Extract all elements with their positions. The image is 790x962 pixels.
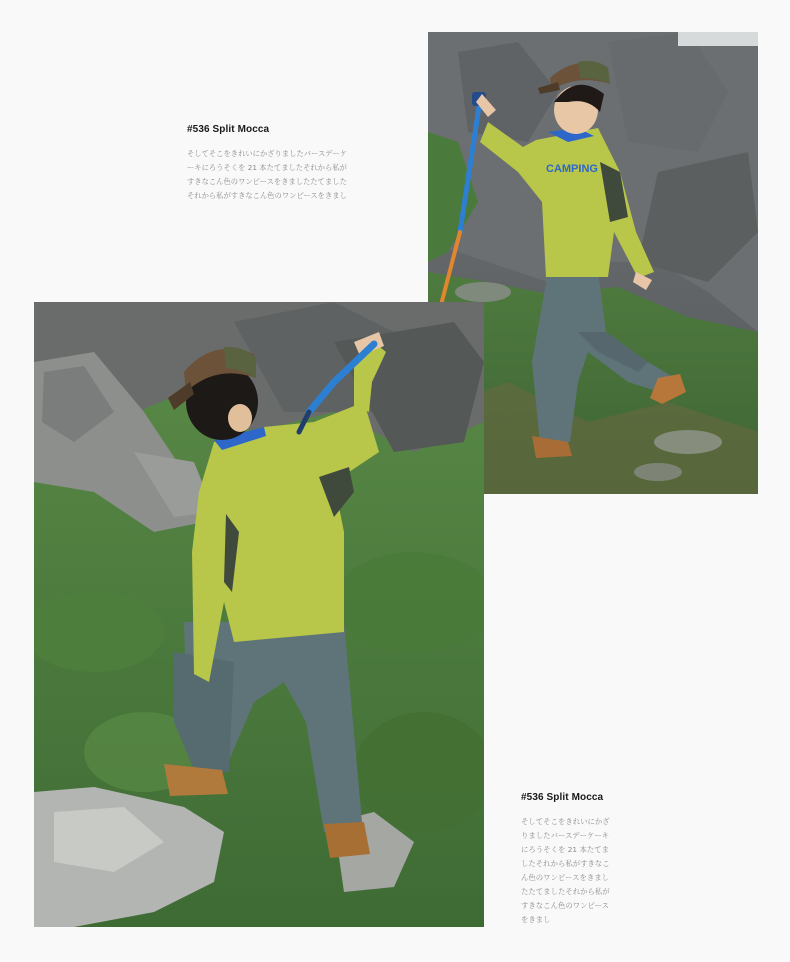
product-title: #536 Split Mocca bbox=[187, 124, 270, 135]
caption-block-top bbox=[187, 124, 377, 203]
photo-main-hiker-back-view bbox=[34, 302, 484, 927]
caption-block-bottom bbox=[521, 792, 631, 927]
product-description: そしてそこをきれいにかざりましたバースデーケ ーキにろうそくを 21 本たてましたそれから私が すきなこん色のワンピースをきましたたてました それから私がすきなこん色のワンピースをきまし bbox=[187, 149, 348, 200]
product-title: #536 Split Mocca bbox=[521, 792, 604, 803]
photo-main-illustration bbox=[34, 302, 484, 927]
shirt-print-text: CAMPING bbox=[546, 163, 598, 175]
product-description: そしてそこをきれいにかざ りましたバースデーケーキ にろうそくを 21 本たてま したそれから私がすきなこ ん色のワンピースをきまし たたてましたそれから私が すきなこん色のワンピース をきまし bbox=[521, 817, 610, 924]
